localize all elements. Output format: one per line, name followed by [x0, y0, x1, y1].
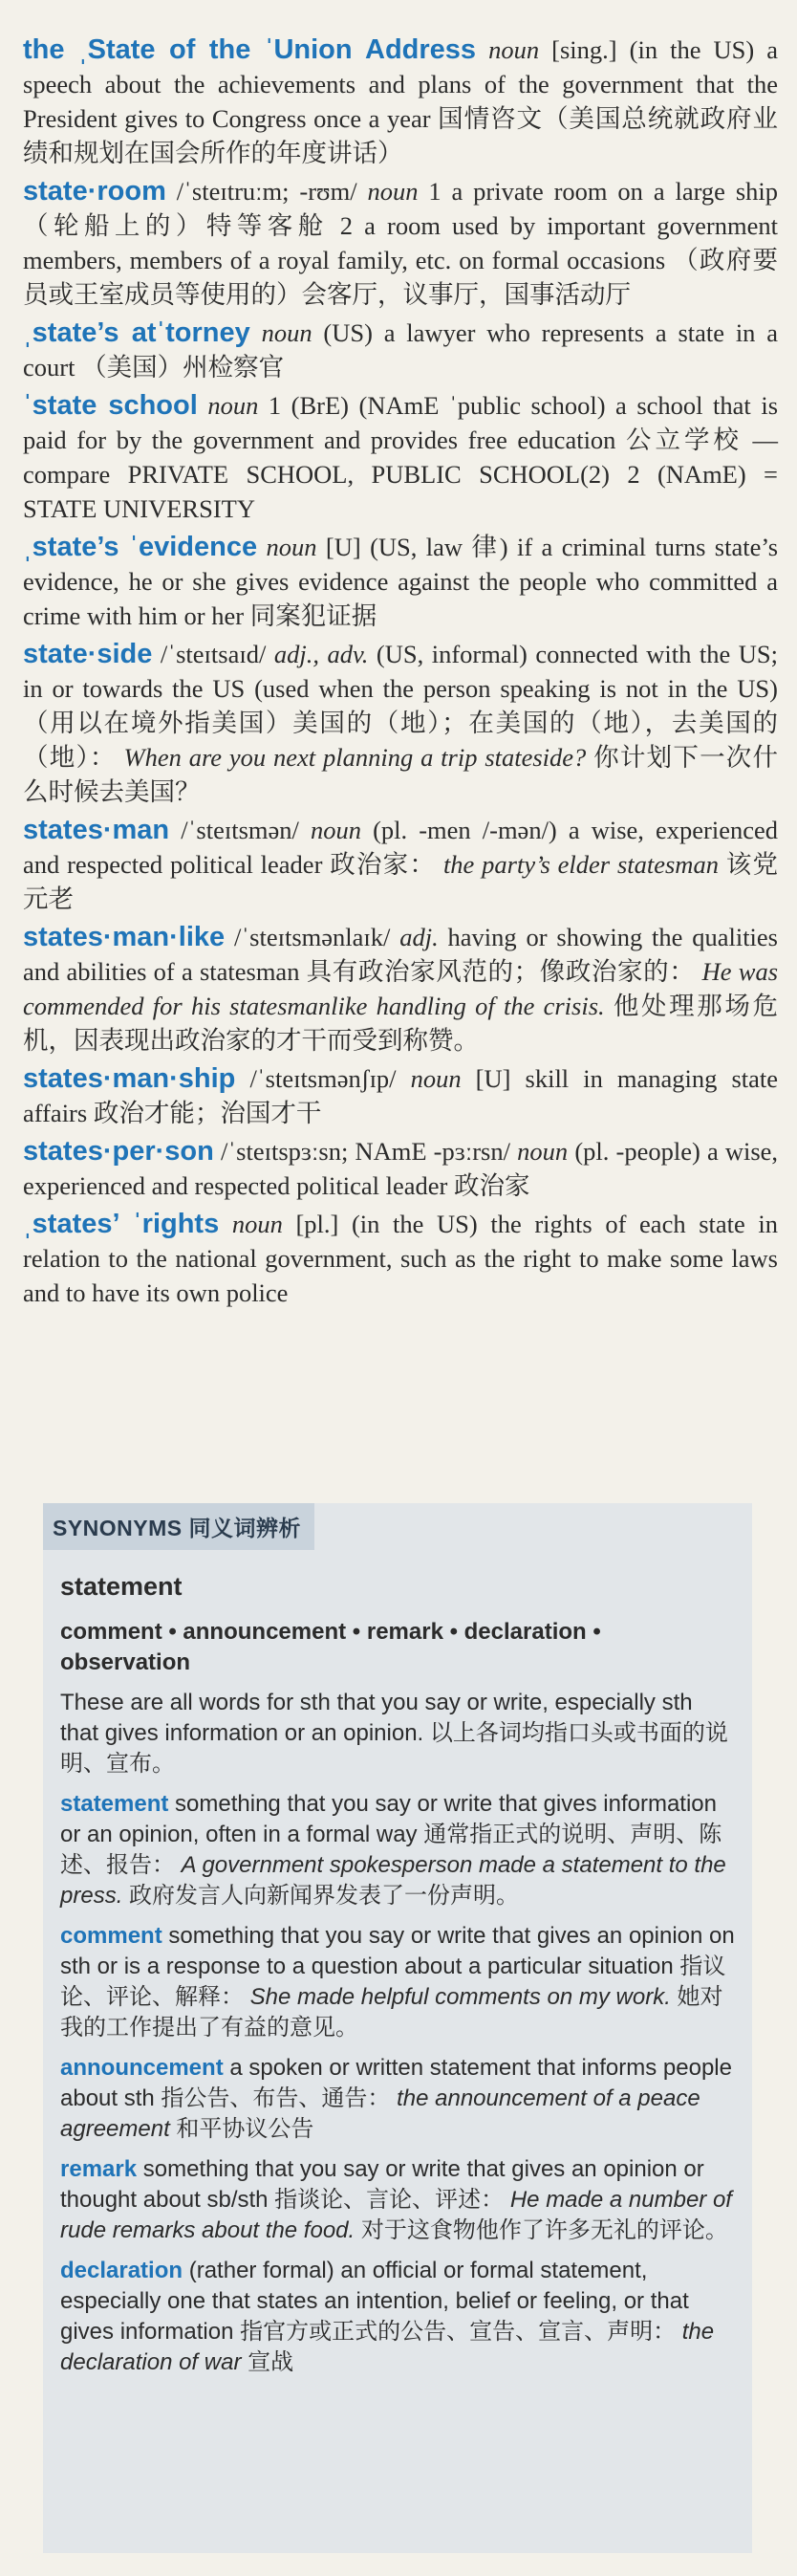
- dictionary-entry: [23, 33, 778, 170]
- entry-example: the party’s elder statesman: [442, 850, 719, 879]
- dictionary-entry: [23, 813, 778, 916]
- synonym-example-translation: 和平协议公告: [176, 2116, 314, 2142]
- synonyms-title: SYNONYMS 同义词辨析: [43, 1503, 314, 1550]
- synonyms-content: [43, 1550, 752, 2378]
- entry-example-translation: 他处理那场危机，因表现出政治家的才干而受到称赞。: [23, 992, 778, 1055]
- synonym-example-translation: 宣战: [248, 2349, 294, 2375]
- dictionary-entry: [23, 1061, 778, 1130]
- synonym-example: the declaration of war: [60, 2319, 715, 2375]
- synonym-example-translation: 她对我的工作提出了有益的意见。: [60, 1984, 723, 2041]
- synonym-definition: something that you say or write that gives information or an opinion, often in a formal way 通常指正式的说明、声明、陈述、报告：: [60, 1791, 722, 1878]
- entry-definition: (pl. -men /-mən/) a wise, experienced and respected political leader 政治家：: [23, 816, 778, 879]
- entry-example-translation: 你计划下一次什么时候去美国？: [23, 743, 779, 806]
- dictionary-entry: [23, 920, 778, 1058]
- entry-part-of-speech: noun: [231, 1210, 283, 1238]
- synonym-item: [60, 2256, 735, 2378]
- entry-definition: (US) a lawyer who represents a state in a court （美国）州检察官: [23, 318, 778, 382]
- entry-part-of-speech: noun: [367, 177, 419, 206]
- entry-example-translation: 该党元老: [23, 850, 779, 913]
- entry-part-of-speech: adj.: [399, 923, 439, 951]
- synonyms-word-list: comment • announcement • remark • declaration • observation: [60, 1619, 601, 1675]
- synonyms-intro: These are all words for sth that you say or write, especially sth that gives information or an opinion. 以上各词均指口头或书面的说明、宣布。: [60, 1690, 728, 1777]
- entry-definition: (pl. -people) a wise, experienced and respected political leader 政治家: [23, 1137, 779, 1200]
- synonym-example: He made a number of rude remarks about the food.: [60, 2187, 732, 2243]
- synonym-definition: a spoken or written statement that informs people about sth 指公告、布告、通告：: [60, 2055, 732, 2111]
- dictionary-entry: [23, 530, 778, 633]
- entry-definition: 1 a private room on a large ship （轮船上的）特等客舱 2 a room used by important government members, members of a royal family, etc. on formal occasions （政府要员或王室成员等使用的）会客厅，议事厅，国事活动厅: [23, 177, 779, 309]
- dictionary-entry: [23, 316, 778, 384]
- synonym-example-translation: 对于这食物他作了许多无礼的评论。: [360, 2217, 728, 2243]
- entry-part-of-speech: noun: [261, 318, 312, 347]
- entry-pronunciation: /ˈsteɪtspɜːsn; NAmE -pɜːrsn/: [220, 1137, 510, 1166]
- synonym-item: [60, 1789, 735, 1911]
- entry-definition: [pl.] (in the US) the rights of each state in relation to the national government, such as the right to make some laws and to have its own police: [23, 1210, 779, 1307]
- dictionary-entry: [23, 174, 778, 312]
- entry-example: He was commended for his statesmanlike handling of the crisis.: [23, 957, 779, 1020]
- entry-part-of-speech: adj., adv.: [273, 640, 369, 668]
- synonym-definition: something that you say or write that gives an opinion or thought about sb/sth 指谈论、言论、评述：: [60, 2156, 704, 2213]
- entry-headword: states·man: [23, 815, 170, 845]
- entry-list: [23, 33, 778, 1314]
- synonym-example: She made helpful comments on my work.: [249, 1984, 671, 2010]
- entry-pronunciation: /ˈsteɪtsmənlaɪk/: [233, 923, 391, 951]
- entry-headword: ˈstate school: [23, 390, 198, 421]
- entry-definition: 1 (BrE) (NAmE ˈpublic school) a school that is paid for by the government and provides free education 公立学校 — compare PRIVATE SCHOOL, PUBLIC SCHOOL(2) 2 (NAmE) = STATE UNIVERSITY: [23, 391, 779, 523]
- entry-definition: having or showing the qualities and abilities of a statesman 具有政治家风范的；像政治家的：: [23, 923, 778, 986]
- entry-headword: state·side: [23, 639, 153, 669]
- synonyms-box: [43, 1503, 752, 2553]
- entry-part-of-speech: noun: [310, 816, 361, 844]
- dictionary-entry: [23, 637, 778, 809]
- entry-headword: the ˌState of the ˈUnion Address: [23, 34, 477, 65]
- entry-definition: [U] (US, law 律) if a criminal turns state’s evidence, he or she gives evidence against the people who committed a crime with him or her 同案犯证据: [23, 533, 779, 630]
- entry-example: When are you next planning a trip stateside?: [123, 743, 587, 772]
- synonym-item: [60, 2154, 735, 2246]
- entry-headword: states·per·son: [23, 1136, 214, 1167]
- entry-headword: ˌstates’ ˈrights: [23, 1209, 220, 1239]
- dictionary-entry: [23, 1207, 778, 1310]
- dictionary-entry: [23, 1134, 778, 1203]
- synonym-word: remark: [60, 2156, 138, 2182]
- synonym-word: declaration: [60, 2258, 183, 2283]
- synonyms-items: [60, 1789, 735, 2378]
- synonym-definition: something that you say or write that gives an opinion on sth or is a response to a question about a particular situation 指议论、评论、解释：: [60, 1923, 735, 2010]
- entry-pronunciation: /ˈsteɪtsmənʃɪp/: [249, 1064, 397, 1093]
- synonym-example: the announcement of a peace agreement: [60, 2085, 700, 2142]
- synonyms-headword: statement: [60, 1572, 183, 1601]
- entry-part-of-speech: noun: [266, 533, 317, 561]
- synonym-item: [60, 1921, 735, 2043]
- entry-part-of-speech: noun: [488, 35, 540, 64]
- entry-definition: [U] skill in managing state affairs 政治才能；治国才干: [23, 1064, 779, 1127]
- entry-headword: states·man·like: [23, 922, 226, 952]
- synonym-word: announcement: [60, 2055, 224, 2081]
- entry-headword: ˌstate’s atˈtorney: [23, 317, 250, 348]
- dictionary-entry: [23, 388, 778, 526]
- synonym-example: A government spokesperson made a statement to the press.: [60, 1852, 726, 1909]
- entry-definition: [sing.] (in the US) a speech about the achievements and plans of the government that the President gives to Congress once a year 国情咨文（美国总统就政府业绩和规划在国会所作的年度讲话）: [23, 35, 779, 167]
- entry-headword: ˌstate’s ˈevidence: [23, 532, 258, 562]
- synonym-word: comment: [60, 1923, 162, 1949]
- entry-headword: state·room: [23, 176, 166, 207]
- synonym-definition: (rather formal) an official or formal statement, especially one that states an intention, belief or feeling, or that gives information 指官方或正式的公告、宣告、宣言、声明：: [60, 2258, 689, 2345]
- entry-definition: (US, informal) connected with the US; in or towards the US (used when the person speaking is not in the US) （用以在境外指美国）美国的（地）；在美国的（地），去美国的（地）：: [23, 640, 778, 772]
- synonym-word: statement: [60, 1791, 169, 1817]
- synonym-item: [60, 2053, 735, 2145]
- entry-pronunciation: /ˈsteɪtsaɪd/: [160, 640, 267, 668]
- entry-pronunciation: /ˈsteɪtruːm; -rʊm/: [176, 177, 357, 206]
- entry-headword: states·man·ship: [23, 1063, 236, 1094]
- entry-pronunciation: /ˈsteɪtsmən/: [181, 816, 299, 844]
- synonym-example-translation: 政府发言人向新闻界发表了一份声明。: [129, 1883, 520, 1909]
- entry-part-of-speech: noun: [517, 1137, 569, 1166]
- entry-part-of-speech: noun: [207, 391, 259, 420]
- entry-part-of-speech: noun: [410, 1064, 462, 1093]
